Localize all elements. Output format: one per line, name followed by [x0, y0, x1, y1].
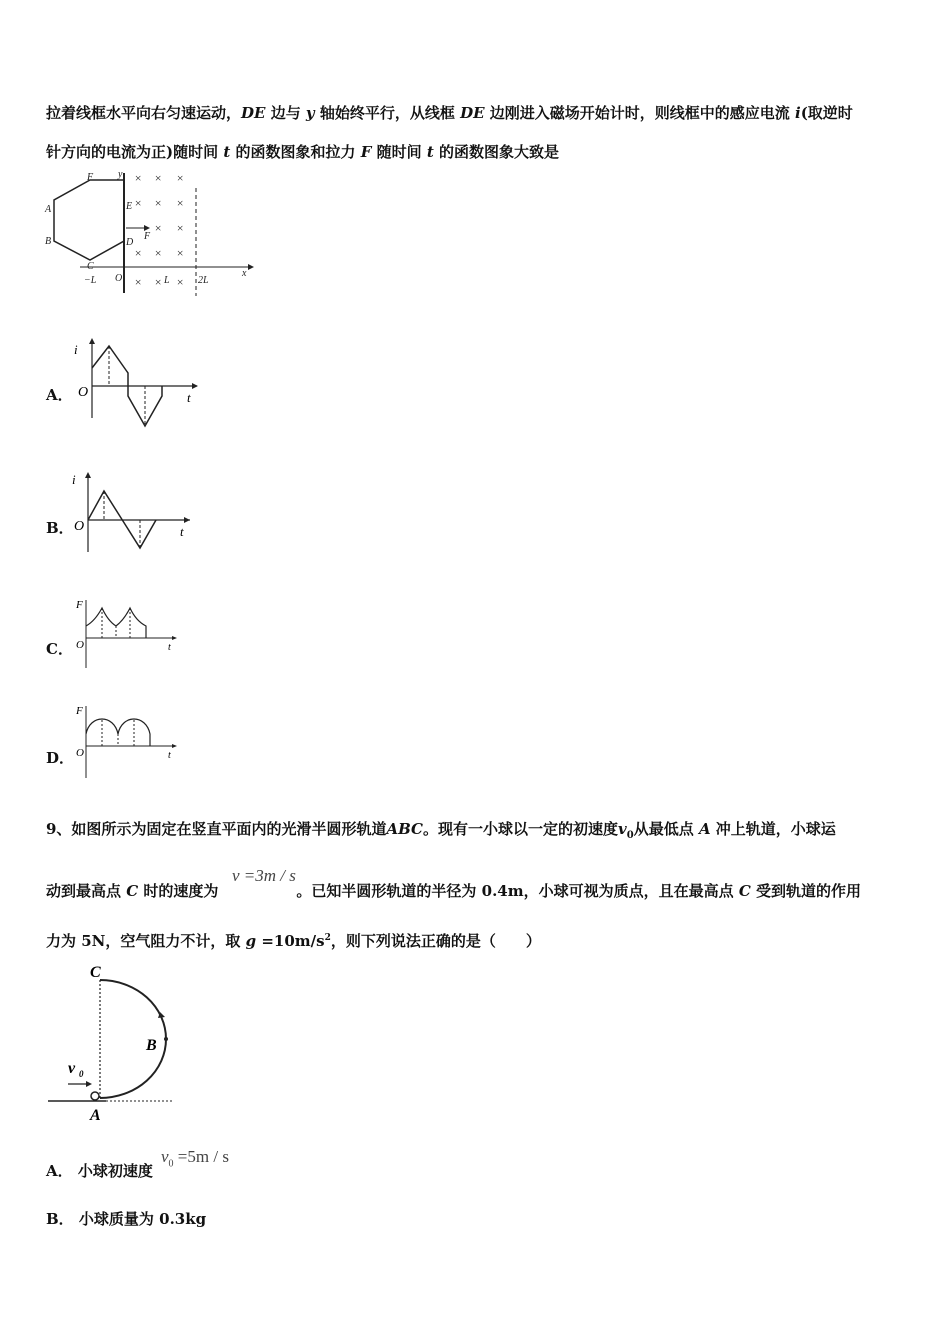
svg-text:i: i	[72, 472, 76, 487]
svg-text:D: D	[126, 237, 134, 248]
q8-option-d-graph[interactable]	[72, 702, 182, 780]
q8-option-d-label[interactable]: D．	[46, 749, 75, 767]
q9-line-1: 9、如图所示为固定在竖直平面内的光滑半圆形轨道ABC。现有一小球以一定的初速度$v_0$从最低点 A 冲上轨道，小球运	[46, 820, 836, 841]
svg-text:t: t	[168, 642, 171, 653]
field-marks	[134, 171, 184, 289]
svg-text:×: ×	[176, 196, 185, 210]
svg-text:×: ×	[134, 275, 143, 289]
svg-text:i: i	[74, 342, 78, 357]
q8-option-b-label[interactable]: B．	[46, 519, 74, 537]
svg-text:E: E	[126, 201, 133, 212]
svg-text:×: ×	[154, 275, 163, 289]
q9-track-figure	[48, 960, 188, 1125]
q8-option-c-label[interactable]: C．	[46, 640, 73, 658]
svg-text:O: O	[76, 747, 84, 759]
svg-text:L: L	[164, 275, 170, 286]
svg-text:×: ×	[154, 171, 163, 185]
svg-text:F: F	[87, 172, 94, 183]
svg-text:F: F	[76, 599, 83, 611]
q8-option-a-graph[interactable]	[72, 338, 202, 433]
q9-option-b[interactable]: B． 小球质量为 0.3kg	[46, 1210, 207, 1228]
svg-text:×: ×	[176, 246, 185, 260]
svg-text:O: O	[78, 385, 89, 400]
q9-option-a[interactable]: A． 小球初速度	[46, 1162, 153, 1180]
svg-text:×: ×	[154, 246, 163, 260]
svg-text:×: ×	[134, 171, 143, 185]
svg-text:v: v	[68, 1060, 76, 1077]
svg-text:y: y	[118, 169, 123, 180]
svg-text:×: ×	[176, 221, 185, 235]
svg-text:×: ×	[176, 275, 185, 289]
q8-line-1: 拉着线框水平向右匀速运动，DE 边与 y 轴始终平行，从线框 DE 边刚进入磁场开始计时，则线框中的感应电流 i(取逆时	[46, 104, 853, 122]
svg-text:A: A	[45, 204, 52, 215]
q9-line-3: 力为 5N，空气阻力不计，取 $g =10m/s^2$，则下列说法正确的是（ ）	[46, 932, 541, 950]
svg-text:t: t	[187, 390, 191, 405]
svg-text:×: ×	[134, 196, 143, 210]
svg-text:×: ×	[176, 171, 185, 185]
svg-text:F: F	[76, 705, 83, 717]
q8-line-2: 针方向的电流为正)随时间 t 的函数图象和拉力 F 随时间 t 的函数图象大致是	[46, 143, 559, 161]
svg-text:O: O	[74, 519, 85, 534]
q9-line-2: 动到最高点 C 时的速度为 。已知半圆形轨道的半径为 0.4m，小球可视为质点，且在最高点 C 受到轨道的作用	[46, 882, 862, 900]
svg-text:F: F	[144, 231, 151, 242]
svg-text:A: A	[90, 1107, 101, 1124]
q8-option-a-label[interactable]: A．	[46, 386, 73, 404]
q9-speed-formula: v =3m / s	[232, 866, 296, 885]
svg-text:B: B	[45, 236, 52, 247]
q9-option-a-formula: $v_0 =5m / s$	[161, 1147, 229, 1170]
svg-text:t: t	[180, 524, 184, 539]
q8-option-c-graph[interactable]	[72, 596, 182, 671]
svg-text:C: C	[90, 964, 101, 981]
svg-text:C: C	[87, 261, 94, 272]
svg-text:×: ×	[154, 196, 163, 210]
svg-text:0: 0	[79, 1069, 84, 1079]
svg-text:O: O	[115, 273, 123, 284]
q8-option-b-graph[interactable]	[72, 470, 197, 555]
svg-text:x: x	[242, 268, 247, 279]
svg-text:−L: −L	[84, 275, 97, 286]
svg-text:t: t	[168, 750, 171, 761]
svg-text:×: ×	[134, 246, 143, 260]
svg-text:B: B	[146, 1037, 157, 1054]
svg-text:O: O	[76, 639, 84, 651]
svg-text:2L: 2L	[198, 275, 209, 286]
hexagon-frame	[54, 180, 124, 260]
svg-text:×: ×	[154, 221, 163, 235]
q8-hexagon-field-figure	[40, 168, 255, 298]
